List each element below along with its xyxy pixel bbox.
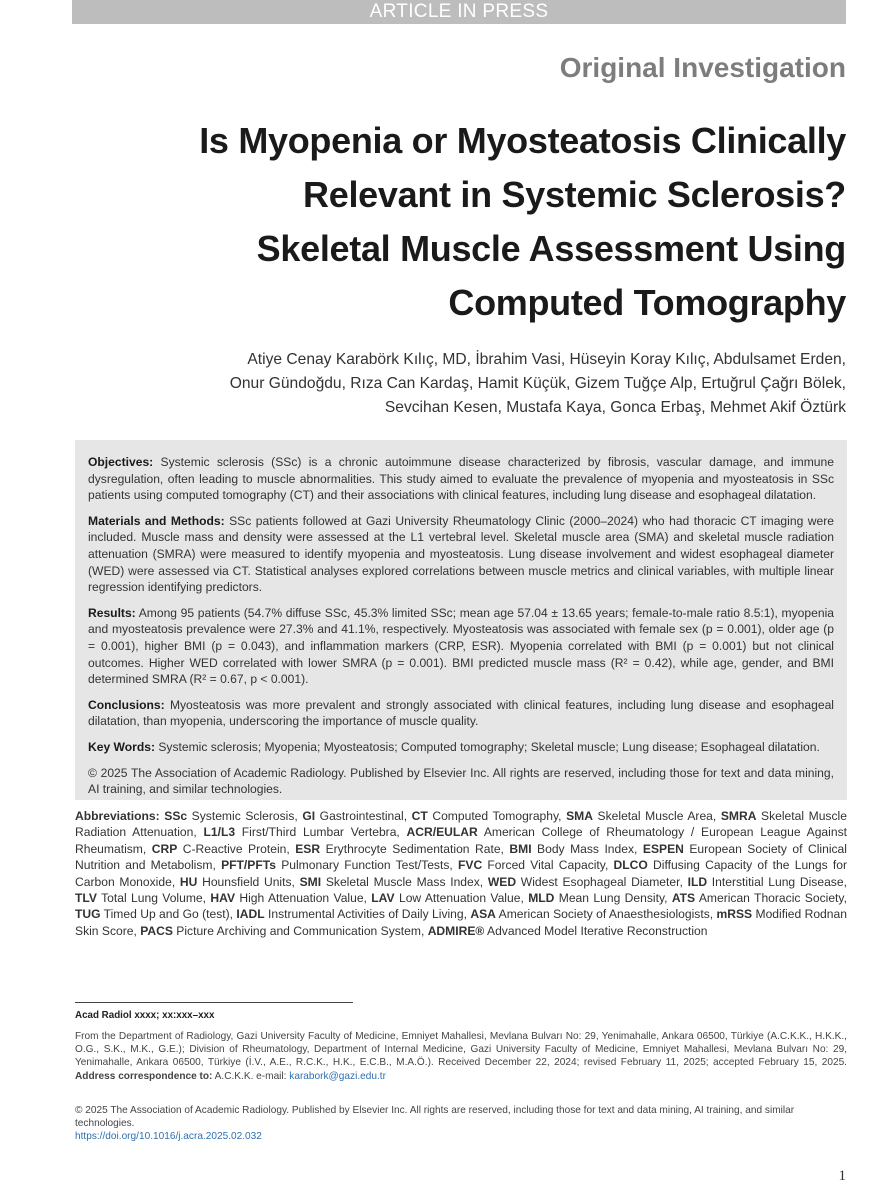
- abbreviation-definition: Gastrointestinal,: [315, 809, 408, 823]
- title-line: Computed Tomography: [448, 282, 846, 323]
- abbreviation-definition: Computed Tomography,: [427, 809, 562, 823]
- abbreviation-term: ESPEN: [642, 841, 684, 856]
- abbreviation-definition: C-Reactive Protein,: [177, 841, 290, 856]
- abbreviation-definition: Hounsfield Units,: [197, 874, 295, 889]
- keywords-text: Systemic sclerosis; Myopenia; Myosteatosis; Computed tomography; Skeletal muscle; Lung disease; Esophageal dilatation.: [158, 739, 820, 754]
- abbreviation-term: ADMIRE®: [427, 923, 485, 938]
- abbreviation-definition: Skeletal Muscle Radiation Attenuation,: [75, 809, 847, 840]
- conclusions-label: Conclusions:: [88, 697, 165, 712]
- abstract-copyright: © 2025 The Association of Academic Radiology. Published by Elsevier Inc. All rights are reserved, including those for text and data mining, AI training, and similar technologies.: [88, 765, 834, 797]
- author-line: Atiye Cenay Karabörk Kılıç, MD, İbrahim Vasi, Hüseyin Koray Kılıç, Abdulsamet Erden,: [247, 351, 846, 368]
- article-title: [56, 114, 846, 330]
- keywords-label: Key Words:: [88, 739, 155, 754]
- abbreviation-definition: Diffusing Capacity of the Lungs for Carbon Monoxide,: [75, 858, 847, 889]
- abbreviation-term: TLV: [75, 891, 97, 906]
- correspondence-email-link[interactable]: karabork@gazi.edu.tr: [289, 1070, 386, 1082]
- abbreviation-definition: American Thoracic Society,: [695, 891, 847, 906]
- abbreviation-definition: Forced Vital Capacity,: [482, 858, 609, 873]
- abbreviation-term: HAV: [210, 891, 236, 906]
- abbreviations: [75, 808, 847, 939]
- affiliation-text: From the Department of Radiology, Gazi University Faculty of Medicine, Emniyet Mahallesi, Mevlana Bulvarı No: 29, Yenimahalle, Ankara 06500, Türkiye (A.C.K.K., H.K.K., O.G., S.K., M.K., G.E.); Division of Rheumatology, Department of Internal Medicine, Gazi University Faculty of Medicine, Emniyet Mahallesi, Mevlana Bulvarı No: 29, Yenimahalle, Ankara 06500, Türkiye (İ.V., A.E., R.C.K., H.K., E.C.B., M.A.Ö.). Received December 22, 2024; revised February 11, 2025; accepted February 15, 2025.: [75, 1031, 847, 1069]
- abbreviation-definition: European Society of Clinical Nutrition and Metabolism,: [75, 841, 847, 873]
- abbreviation-term: IADL: [236, 907, 265, 922]
- abbreviation-definition: Modified Rodnan Skin Score,: [75, 907, 847, 938]
- abbreviation-term: PACS: [140, 923, 173, 938]
- abbreviation-term: CRP: [151, 841, 178, 856]
- abbreviation-definition: Skeletal Muscle Area,: [592, 809, 717, 823]
- footer-copyright-text: © 2025 The Association of Academic Radiology. Published by Elsevier Inc. All rights are reserved, including those for text and data mining, AI training, and similar technologies.: [75, 1105, 795, 1130]
- abbreviation-definition: Widest Esophageal Diameter,: [516, 874, 683, 889]
- abbreviation-term: GI: [302, 809, 316, 823]
- objectives-text: Systemic sclerosis (SSc) is a chronic autoimmune disease characterized by fibrosis, vascular damage, and immune dysregulation, often leading to muscle abnormalities. This study aimed to evaluate the prevalence of myopenia and myosteatosis in SSc patients using computed tomography (CT) and their associations with clinical features, including lung disease and esophageal dilatation.: [88, 455, 834, 503]
- abstract-keywords: [88, 739, 834, 756]
- abbreviation-definition: Low Attenuation Value,: [394, 891, 524, 906]
- abbreviation-definition: Advanced Model Iterative Reconstruction: [484, 923, 708, 938]
- abbreviation-definition: Instrumental Activities of Daily Living,: [264, 907, 467, 922]
- abstract-objectives: [88, 454, 834, 504]
- abbreviation-definition: Mean Lung Density,: [554, 891, 668, 906]
- correspondence-label: Address correspondence to:: [75, 1070, 213, 1082]
- abbreviation-term: SMA: [566, 809, 593, 823]
- abbreviation-definition: Pulmonary Function Test/Tests,: [275, 858, 453, 873]
- abbreviation-definition: Total Lung Volume,: [96, 891, 206, 906]
- abbreviation-definition: Systemic Sclerosis,: [187, 809, 298, 823]
- journal-reference: Acad Radiol xxxx; xx:xxx–xxx: [75, 1010, 215, 1021]
- abbreviation-definition: American College of Rheumatology / European League Against Rheumatism,: [75, 825, 847, 856]
- results-label: Results:: [88, 605, 136, 620]
- abbreviation-term: LAV: [371, 891, 395, 906]
- abbreviation-definition: Timed Up and Go (test),: [100, 907, 234, 922]
- abbreviation-term: MLD: [528, 891, 555, 906]
- correspondence-text: A.C.K.K. e-mail:: [214, 1070, 287, 1082]
- title-line: Relevant in Systemic Sclerosis?: [303, 174, 846, 215]
- abbreviation-term: WED: [487, 874, 517, 889]
- abbreviation-term: SMRA: [720, 809, 757, 823]
- conclusions-text: Myosteatosis was more prevalent and strongly associated with clinical features, including lung disease and esophageal dilatation, than myopenia, underscoring the importance of muscle quality.: [88, 697, 834, 729]
- methods-label: Materials and Methods:: [88, 513, 225, 528]
- abbreviation-term: PFT/PFTs: [221, 858, 276, 873]
- abbreviation-term: ATS: [671, 891, 696, 906]
- abbreviation-term: BMI: [509, 841, 532, 856]
- abbreviation-term: SMI: [299, 874, 322, 889]
- abbreviation-definition: Skeletal Muscle Mass Index,: [321, 874, 484, 889]
- abbreviation-term: FVC: [457, 858, 483, 873]
- affiliation-note: [75, 1030, 847, 1083]
- footnote-divider: [75, 1002, 353, 1003]
- abstract-conclusions: [88, 697, 834, 730]
- abbreviation-term: ACR/EULAR: [406, 825, 478, 840]
- abbreviation-term: SSc: [164, 809, 188, 823]
- article-in-press-banner: ARTICLE IN PRESS: [72, 0, 846, 24]
- results-text: Among 95 patients (54.7% diffuse SSc, 45.3% limited SSc; mean age 57.04 ± 13.65 years; female-to-male ratio 8.5:1), myopenia and myosteatosis prevalence were 27.3% and 41.1%, respectively. Myosteatosis was associated with female sex (p = 0.001), older age (p = 0.001), higher BMI (p = 0.043), and inflammation markers (CRP, ESR). Myopenia correlated with BMI (p = 0.001) but not clinical outcomes. Higher WED correlated with lower SMRA (p = 0.001). BMI predicted muscle mass (R² = 0.42), while age, gender, and BMI determined SMRA (R² = 0.67, p < 0.001).: [88, 605, 834, 687]
- abstract-methods: [88, 513, 834, 596]
- abbreviation-term: L1/L3: [203, 825, 236, 840]
- title-line: Skeletal Muscle Assessment Using: [256, 228, 846, 269]
- abbreviation-definition: Picture Archiving and Communication System,: [172, 923, 425, 938]
- abbreviation-term: CT: [411, 809, 428, 823]
- abbreviation-term: TUG: [75, 907, 101, 922]
- footer-copyright: [75, 1104, 847, 1144]
- doi-link[interactable]: https://doi.org/10.1016/j.acra.2025.02.032: [75, 1131, 262, 1143]
- abbreviation-definition: Interstitial Lung Disease,: [707, 874, 847, 889]
- author-line: Onur Gündoğdu, Rıza Can Kardaş, Hamit Küçük, Gizem Tuğçe Alp, Ertuğrul Çağrı Bölek,: [229, 375, 846, 392]
- abbreviation-definition: High Attenuation Value,: [235, 891, 367, 906]
- abbreviation-definition: Erythrocyte Sedimentation Rate,: [320, 841, 504, 856]
- abbreviation-definition: American Society of Anaesthesiologists,: [495, 907, 714, 922]
- abbreviation-definition: Body Mass Index,: [531, 841, 638, 856]
- abbreviation-term: mRSS: [716, 907, 753, 922]
- abbreviation-term: HU: [179, 874, 198, 889]
- page-number: 1: [838, 1168, 846, 1184]
- abbreviation-term: DLCO: [613, 858, 648, 873]
- abbreviation-term: ASA: [470, 907, 496, 922]
- abbreviation-definition: First/Third Lumbar Vertebra,: [235, 825, 400, 840]
- title-line: Is Myopenia or Myosteatosis Clinically: [199, 120, 846, 161]
- section-label: Original Investigation: [559, 52, 846, 83]
- methods-text: SSc patients followed at Gazi University Rheumatology Clinic (2000–2024) who had thoracic CT imaging were included. Muscle mass and density were assessed at the L1 vertebral level. Skeletal muscle area (SMA) and skeletal muscle radiation attenuation (SMRA) were measured to identify myopenia and myosteatosis. Lung disease involvement and widest esophageal diameter (WED) were assessed via CT. Statistical analyses explored correlations between muscle metrics and clinical variables, with multiple linear regression identifying predictors.: [88, 513, 834, 595]
- author-line: Sevcihan Kesen, Mustafa Kaya, Gonca Erbaş, Mehmet Akif Öztürk: [384, 399, 846, 416]
- abstract-results: [88, 605, 834, 688]
- abstract-box: [75, 440, 847, 800]
- author-list: [56, 348, 846, 420]
- abbreviation-term: ESR: [295, 841, 321, 856]
- abbreviations-label: Abbreviations:: [75, 809, 160, 823]
- abbreviation-term: ILD: [687, 874, 708, 889]
- abbreviation-list: [75, 809, 847, 938]
- objectives-label: Objectives:: [88, 455, 154, 469]
